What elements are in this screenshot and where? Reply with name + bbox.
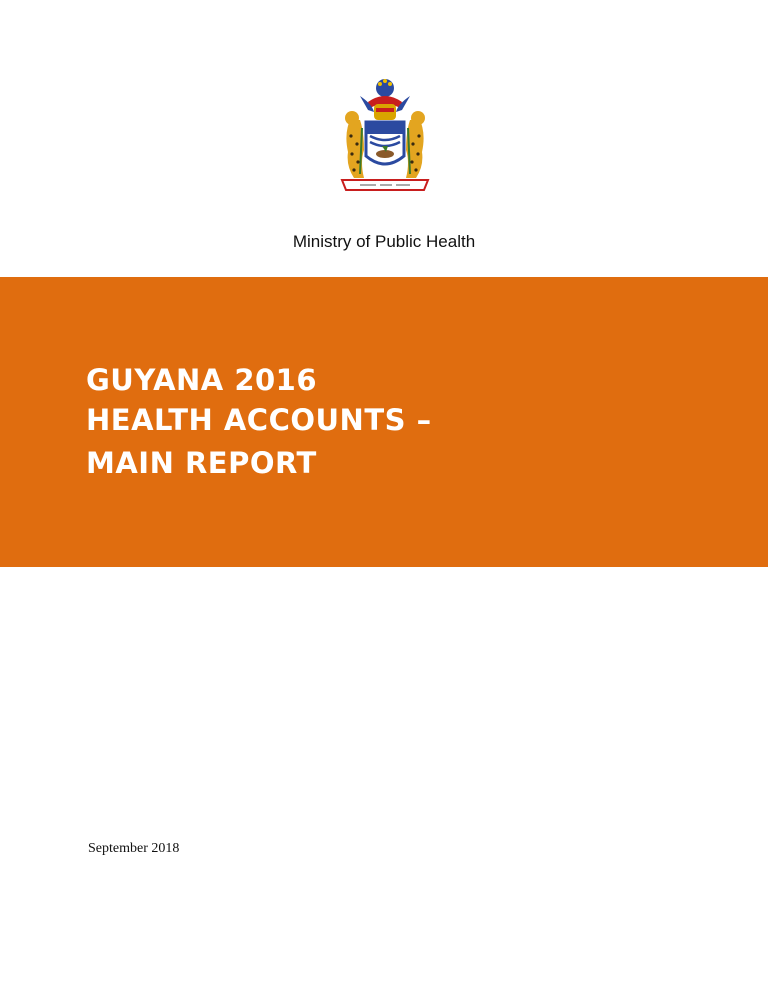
report-title-line-1: GUYANA 2016 <box>86 363 318 397</box>
report-title-line-3: MAIN REPORT <box>86 446 317 480</box>
report-date: September 2018 <box>88 841 180 856</box>
coat-of-arms-icon <box>330 74 440 194</box>
report-title-line-2: HEALTH ACCOUNTS – <box>86 403 432 437</box>
ministry-name: Ministry of Public Health <box>292 232 476 251</box>
report-title <box>86 360 432 483</box>
